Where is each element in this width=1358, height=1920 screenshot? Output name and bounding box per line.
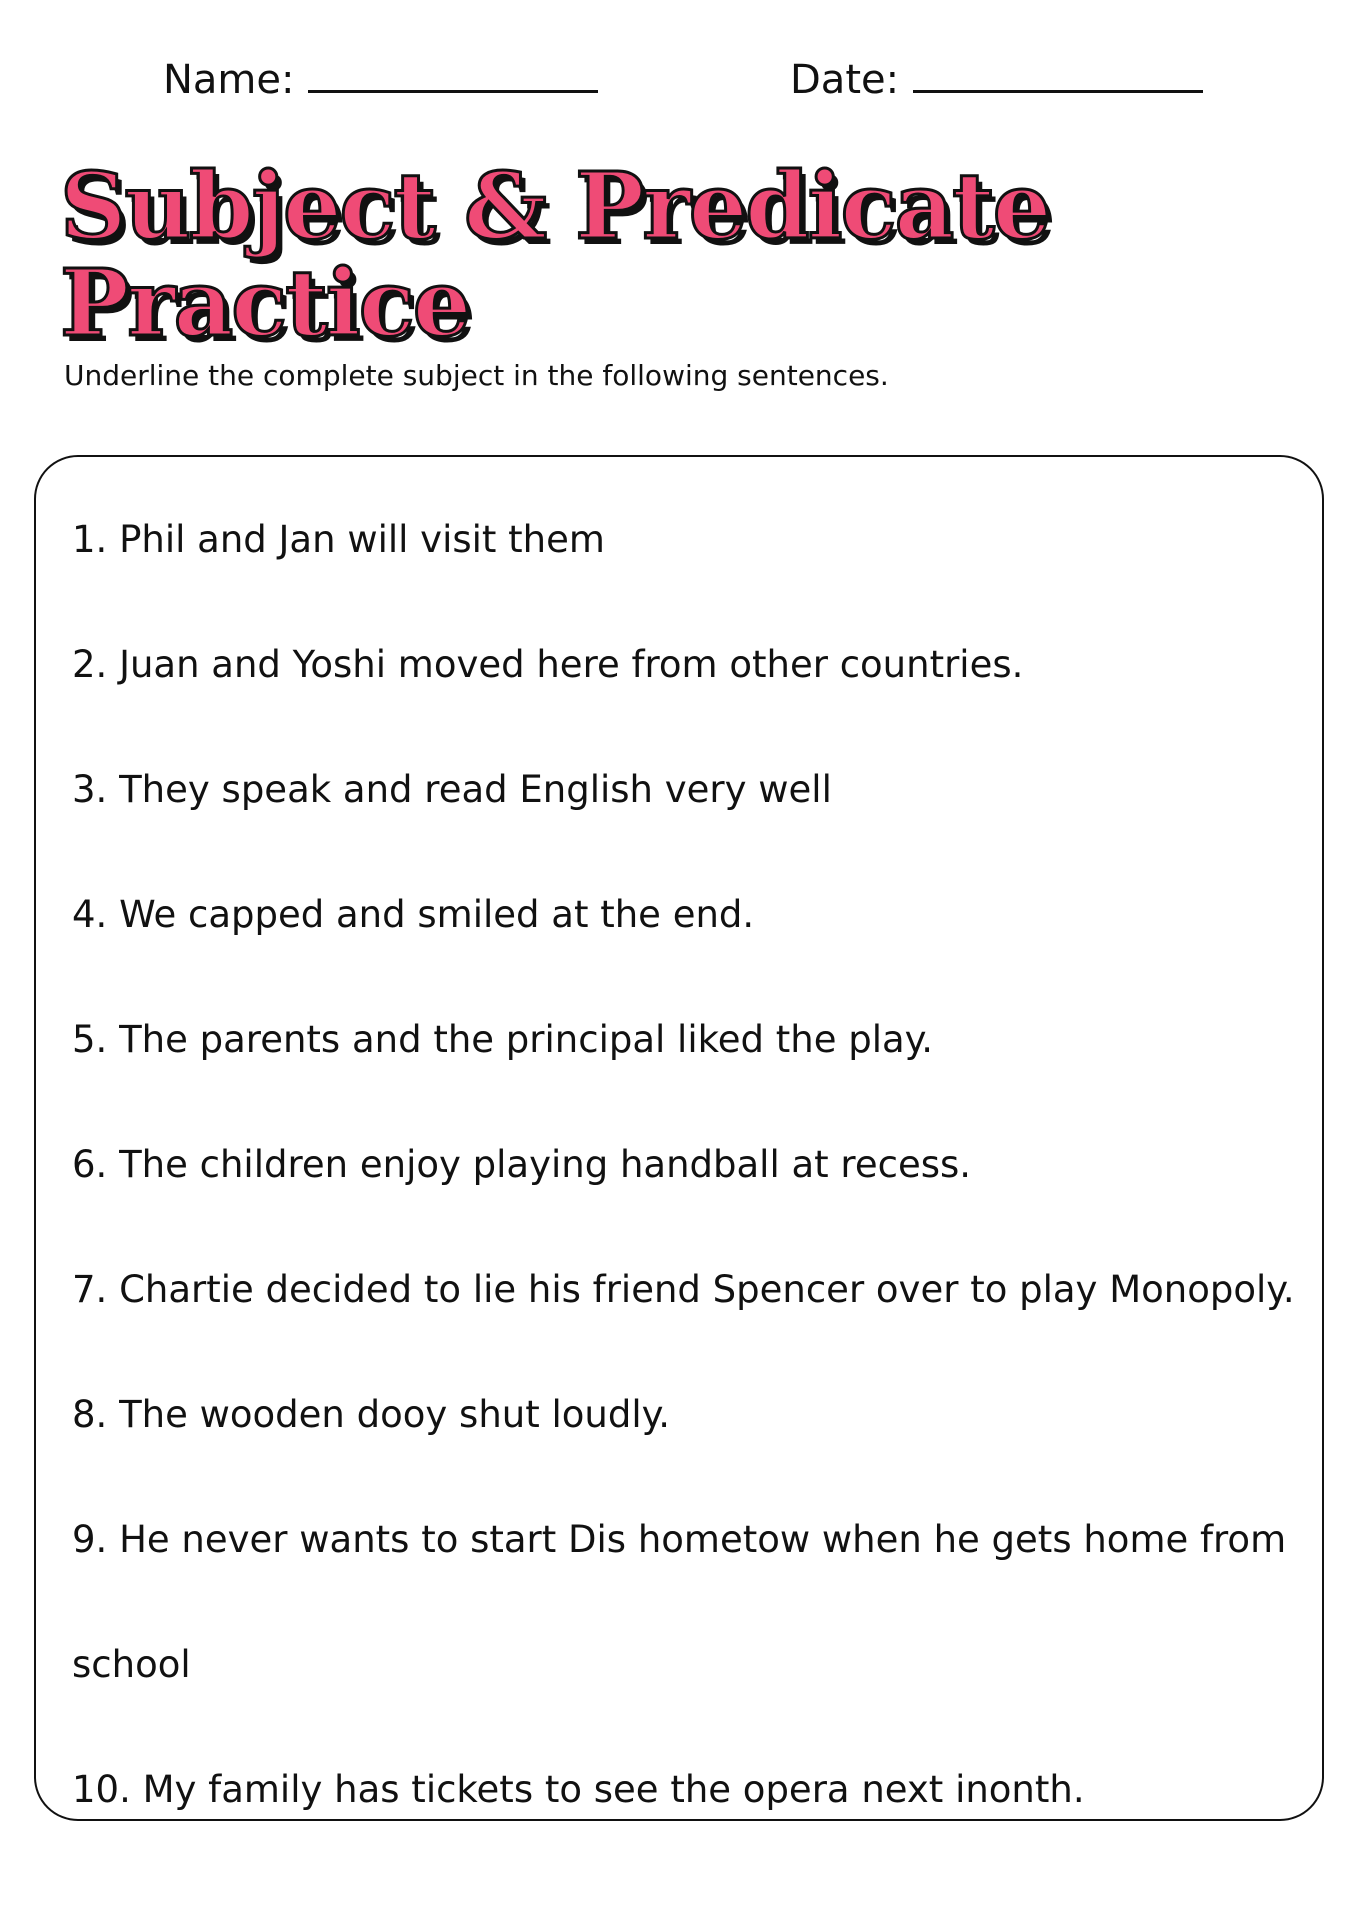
title-line-1: Subject & Predicate [60, 152, 1050, 260]
sentence-1[interactable]: 1. Phil and Jan will visit them [72, 518, 605, 561]
sentence-10[interactable]: 10. My family has tickets to see the opera next inonth. [72, 1768, 1085, 1811]
sentence-2[interactable]: 2. Juan and Yoshi moved here from other countries. [72, 643, 1024, 686]
sentence-7[interactable]: 7. Chartie decided to lie his friend Spencer over to play Monopoly. [72, 1268, 1295, 1311]
sentence-9-continuation[interactable]: school [72, 1643, 191, 1686]
instructions-text: Underline the complete subject in the following sentences. [64, 359, 889, 392]
date-blank-line[interactable] [913, 52, 1203, 93]
sentence-8[interactable]: 8. The wooden dooy shut loudly. [72, 1393, 671, 1436]
worksheet-header [0, 52, 1358, 112]
date-label: Date: [790, 57, 900, 103]
sentence-6[interactable]: 6. The children enjoy playing handball at recess. [72, 1143, 972, 1186]
sentence-5[interactable]: 5. The parents and the principal liked the play. [72, 1018, 934, 1061]
name-field [163, 52, 598, 104]
sentence-box [34, 455, 1324, 1821]
worksheet-title [60, 152, 1260, 357]
sentence-3[interactable]: 3. They speak and read English very well [72, 768, 832, 811]
name-blank-line[interactable] [308, 52, 598, 93]
sentence-9[interactable]: 9. He never wants to start Dis hometow when he gets home from [72, 1518, 1287, 1561]
date-field [790, 52, 1203, 104]
name-label: Name: [163, 57, 295, 103]
title-line-2: Practice [60, 249, 470, 357]
sentence-4[interactable]: 4. We capped and smiled at the end. [72, 893, 755, 936]
sentence-list [72, 477, 1295, 1852]
